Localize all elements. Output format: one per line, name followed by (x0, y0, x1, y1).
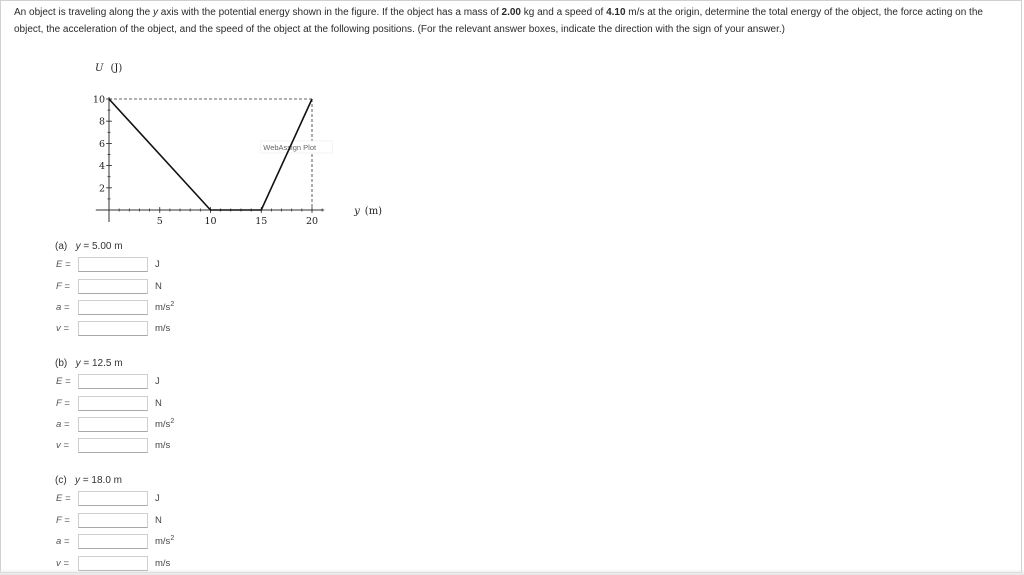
y-axis-label: U (J) (95, 63, 123, 74)
watermark-text: WebAssign Plot (263, 142, 317, 152)
acceleration-label: a = (56, 302, 70, 313)
y-tick-label: 8 (98, 116, 105, 128)
energy-label: E = (56, 493, 71, 504)
unit-label: $m/s^2$ (155, 301, 175, 313)
acceleration-label: a = (56, 536, 70, 547)
unit-label: m/s (155, 323, 171, 334)
x-tick-label: 15 (255, 216, 268, 227)
speed-label: v = (56, 440, 69, 451)
unit-label: m/s (155, 558, 171, 569)
series-line-u (109, 99, 312, 210)
energy-label: E = (56, 376, 71, 387)
unit-label: J (155, 376, 160, 387)
unit-label: N (155, 281, 162, 292)
part-b-label: (b) y = 12.5 m (55, 358, 123, 369)
part-b-acceleration-input[interactable] (78, 417, 148, 432)
part-a-label: (a) y = 5.00 m (55, 241, 123, 252)
unit-label: N (155, 515, 162, 526)
part-b-force-input[interactable] (78, 396, 148, 411)
part-c-label: (c) y = 18.0 m (55, 475, 122, 486)
x-axis-label: y (m) (354, 206, 383, 217)
question-text: An object is traveling along the y axis with the potential energy shown in the figure. If the object has a mass of 2.00 kg and a speed of 4.10 m/s at the origin, determine the total energy of the object, the force acting on the object, the acceleration of the object, and the speed of the object at the following positions. (For the relevant answer boxes, indicate the direction with the sign of your answer.) (14, 7, 983, 35)
unit-label: J (155, 493, 160, 504)
unit-label: J (155, 259, 160, 270)
force-label: F = (56, 281, 70, 292)
speed-label: v = (56, 323, 69, 334)
part-b-energy-input[interactable] (78, 374, 148, 389)
force-label: F = (56, 398, 70, 409)
x-tick-label: 20 (305, 216, 319, 227)
part-a-acceleration-input[interactable] (78, 300, 148, 315)
unit-label: $m/s^2$ (155, 418, 175, 430)
part-b-speed-input[interactable] (78, 438, 148, 453)
y-tick-label: 4 (98, 161, 105, 173)
force-label: F = (56, 515, 70, 526)
unit-label: N (155, 398, 162, 409)
part-a-speed-input[interactable] (78, 321, 148, 336)
acceleration-label: a = (56, 419, 70, 430)
y-tick-label: 10 (92, 94, 105, 106)
part-c-energy-input[interactable] (78, 491, 148, 506)
unit-label: $m/s^2$ (155, 535, 175, 547)
y-tick-label: 6 (98, 138, 105, 150)
potential-energy-plot (80, 55, 383, 230)
unit-label: m/s (155, 440, 171, 451)
energy-label: E = (56, 259, 71, 270)
part-a-energy-input[interactable] (78, 257, 148, 272)
y-tick-label: 2 (98, 183, 105, 195)
x-tick-label: 5 (156, 216, 163, 227)
speed-label: v = (56, 558, 69, 569)
part-c-force-input[interactable] (78, 513, 148, 528)
bottom-shadow (0, 569, 1024, 575)
x-tick-label: 10 (204, 216, 217, 227)
part-a-force-input[interactable] (78, 279, 148, 294)
part-c-acceleration-input[interactable] (78, 534, 148, 549)
